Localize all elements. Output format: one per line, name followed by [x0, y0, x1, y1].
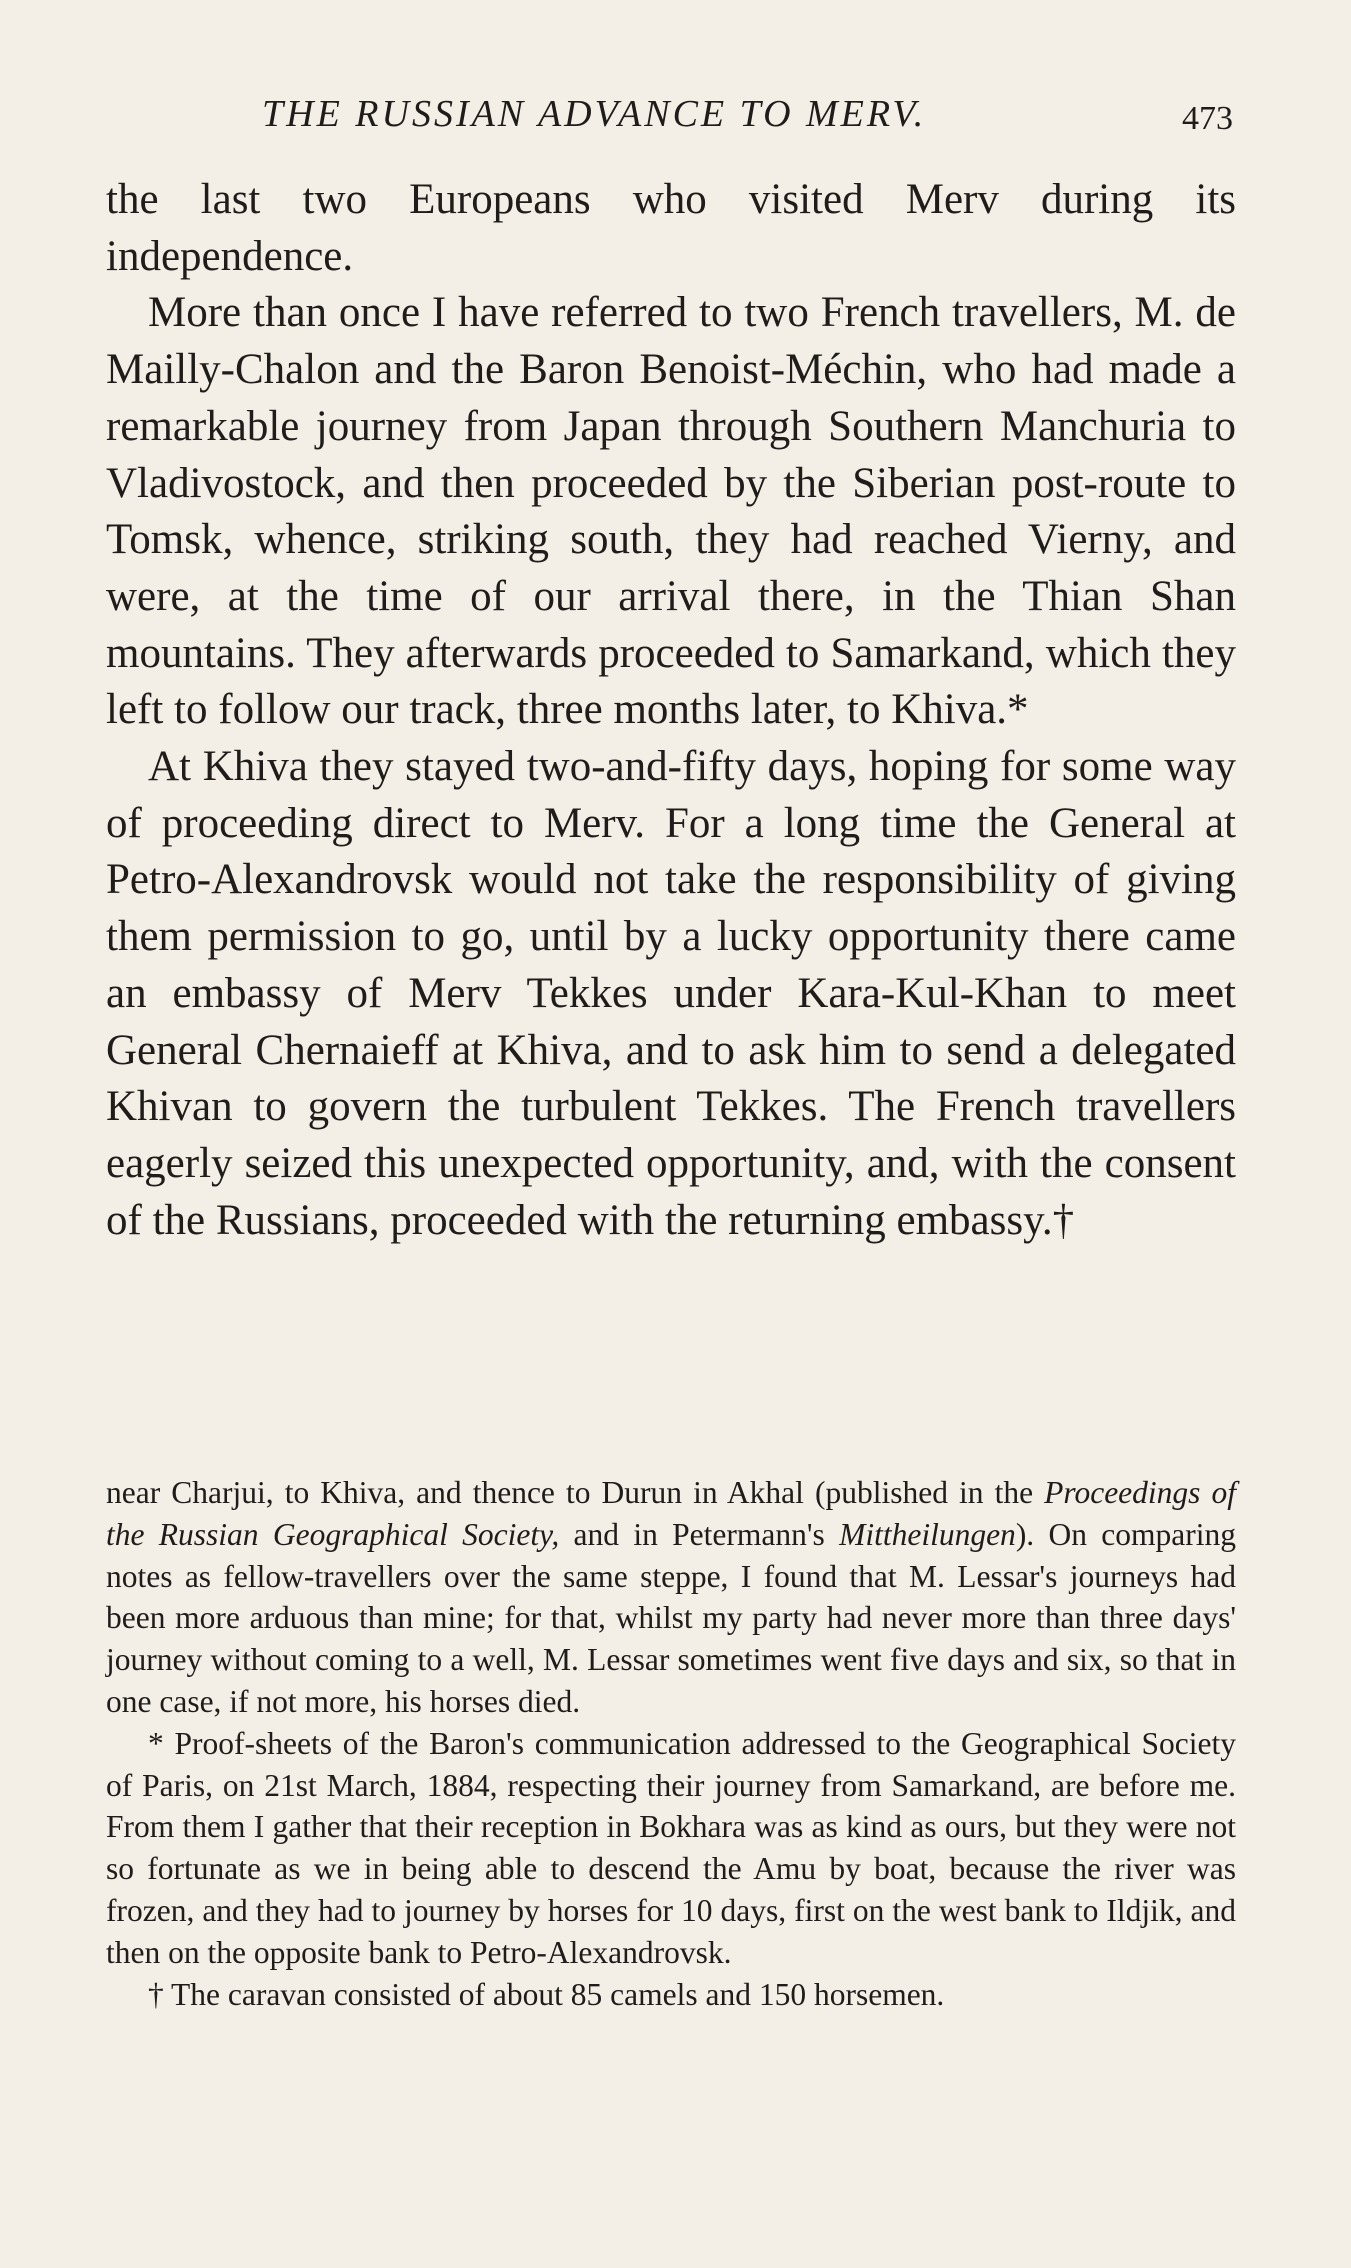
- footnote-dagger-text: The caravan consisted of about 85 camels and 150 horsemen.: [163, 1976, 945, 2012]
- paragraph-continued: the last two Europeans who visited Merv during its independence.: [106, 176, 1236, 280]
- footnote-continued-text-3: ). On comparing notes as fellow-travellers over the same steppe, I found that M. Lessar's journeys had been more arduous than mine; for that, whilst my party had never more than three days' journey without coming to a well, M. Lessar sometimes went five days and six, so that in one case, if not more, his horses died.: [106, 1516, 1236, 1719]
- footnote-continued: [106, 1472, 1236, 1723]
- footnote-continued-text-2: and in Petermann's: [559, 1516, 840, 1552]
- paragraph-french-travellers: More than once I have referred to two French travellers, M. de Mailly-Chalon and the Baron Benoist-Méchin, who had made a remarkable journey from Japan through Southern Manchuria to Vladivostock, and then proceeded by the Siberian post-route to Tomsk, whence, striking south, they had reached Vierny, and were, at the time of our arrival there, in the Thian Shan mountains. They afterwards proceeded to Samarkand, which they left to follow our track, three months later, to Khiva.*: [106, 289, 1236, 734]
- footnotes: [106, 1472, 1236, 2015]
- footnote-dagger: [106, 1974, 1236, 2016]
- running-head: [0, 92, 1351, 142]
- footnote-continued-text-1: near Charjui, to Khiva, and thence to Durun in Akhal (published in the: [106, 1475, 1045, 1510]
- footnote-mittheilungen-title: Mittheilungen: [839, 1516, 1016, 1552]
- footnote-dagger-mark: †: [148, 1976, 164, 2012]
- footnote-star-mark: *: [148, 1725, 164, 1761]
- footnote-proceedings-title: Proceedings of the Russian Geographical Society,: [106, 1475, 1236, 1552]
- page-number: 473: [1182, 100, 1233, 137]
- running-title: THE RUSSIAN ADVANCE TO MERV.: [262, 93, 927, 135]
- footnote-star: [106, 1723, 1236, 1974]
- footnote-star-text: Proof-sheets of the Baron's communication addressed to the Geographical Society of Paris, on 21st March, 1884, respecting their journey from Samarkand, are before me. From them I gather that their reception in Bokhara was as kind as ours, but they were not so fortunate as we in being able to descend the Amu by boat, because the river was frozen, and they had to journey by horses for 10 days, first on the west bank to Ildjik, and then on the opposite bank to Petro-Alexandrovsk.: [106, 1725, 1236, 1970]
- main-text: [106, 172, 1236, 1249]
- paragraph-at-khiva: At Khiva they stayed two-and-fifty days, hoping for some way of proceeding direct to Merv. For a long time the General at Petro-Alexandrovsk would not take the responsibility of giving them permission to go, until by a lucky opportunity there came an embassy of Merv Tekkes under Kara-Kul-Khan to meet General Chernaieff at Khiva, and to ask him to send a delegated Khivan to govern the turbulent Tekkes. The French travellers eagerly seized this unexpected opportunity, and, with the consent of the Russians, proceeded with the returning embassy.†: [106, 743, 1236, 1244]
